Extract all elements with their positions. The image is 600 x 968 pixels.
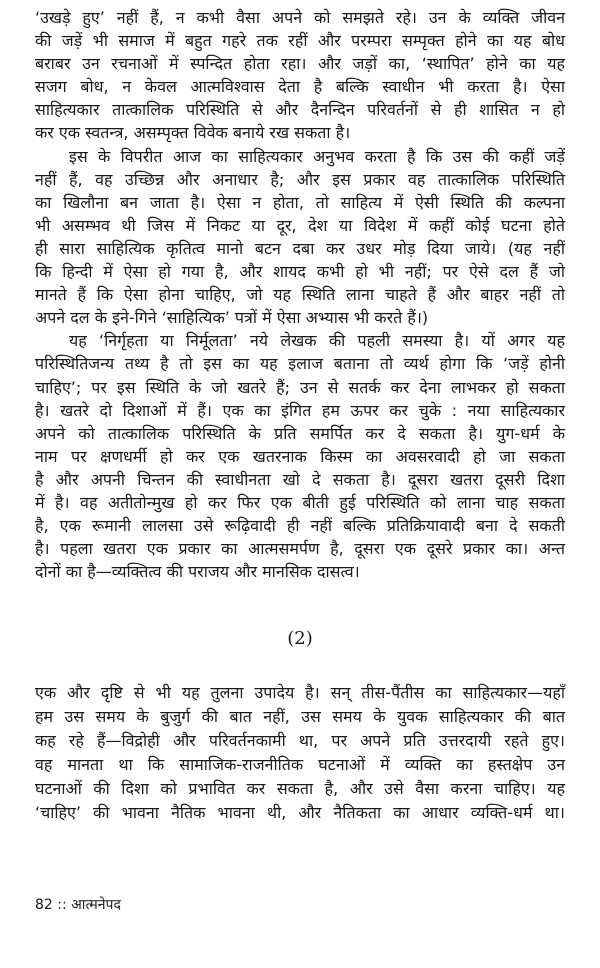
text-line: चाहिए’; पर इस स्थिति के जो खतरे हैं; उन से सतर्क कर देना लाभकर हो सकता — [35, 377, 565, 397]
text-line: है। खतरे दो दिशाओं में हैं। एक का इंगित हम ऊपर कर चुके : नया साहित्यकार — [35, 400, 565, 420]
text-line: भी असम्भव थी जिस में निकट या दूर, देश या विदेश में कहीं कोई घटना होते — [35, 215, 565, 235]
section-2-body — [35, 681, 565, 825]
text-line: का खिलौना बन जाता है। ऐसा न होता, तो साहित्य में ऐसी स्थिति की कल्पना — [35, 192, 565, 212]
text-line: कि हिन्दी में ऐसा हो गया है, और शायद कभी हो भी नहीं; पर ऐसे दल हैं जो — [35, 262, 565, 282]
paragraph-3 — [35, 329, 565, 583]
text-line: हम उस समय के बुजुर्ग की बात नहीं, उस समय के युवक साहित्यकार की बात — [35, 707, 565, 726]
text-line: अपने दल के इने-गिने ‘साहित्यिक’ पत्रों में ऐसा अभ्यास भी करते हैं।) — [35, 308, 429, 328]
section-number: (2) — [287, 628, 313, 649]
text-line: नाम पर क्षणधर्मी हो कर एक खतरनाक किस्म का अवसरवादी हो जा सकता — [35, 446, 565, 466]
text-line: की जड़ें भी समाज में बहुत गहरे तक रहीं और परम्परा सम्पृक्त होने का यह बोध — [35, 31, 565, 51]
section-1-body — [35, 6, 565, 583]
text-line: नहीं हैं, वह उच्छिन्न और अनाधार है; और इस प्रकार वह तात्कालिक परिस्थिति — [35, 169, 565, 189]
text-line: घटनाओं की दिशा को प्रभावित कर सकता है, और उसे वैसा करना चाहिए। यह — [35, 779, 565, 798]
text-line: एक और दृष्टि से भी यह तुलना उपादेय है। सन् तीस-पैंतीस का साहित्यकार—यहाँ — [35, 683, 565, 702]
text-line: सजग बोध, न केवल आत्मविश्वास देता है बल्कि स्वाधीन भी करता है। ऐसा — [35, 77, 565, 97]
text-line: ही सारा साहित्यिक कृतित्व मानो बटन दबा कर उधर मोड़ दिया जाये। (यह नहीं — [35, 238, 565, 258]
paragraph-1 — [35, 6, 565, 145]
text-line: अपने को तात्कालिक परिस्थिति के प्रति समर्पित कर दे सकता है। युग-धर्म के — [35, 423, 565, 443]
page-footer: 82 :: आत्मनेपद — [35, 897, 121, 913]
text-line: है, एक रूमानी लालसा उसे रूढ़िवादी ही नहीं बल्कि प्रतिक्रियावादी बना दे सकती — [35, 516, 565, 536]
text-line: में है। वह अतीतोन्मुख हो कर फिर एक बीती हुई परिस्थिति को लाना चाह सकता — [35, 492, 565, 512]
text-line: यह ‘निर्गृहता या निर्मूलता’ नये लेखक की पहली समस्या है। यों अगर यह — [69, 331, 565, 351]
text-line: ‘चाहिए’ की भावना नैतिक भावना थी, और नैतिकता का आधार व्यक्ति-धर्म था। — [35, 803, 565, 822]
paragraph-2 — [35, 145, 565, 330]
text-line: साहित्यकार तात्कालिक परिस्थिति से और दैनन्दिन परिवर्तनों से ही शासित न हो — [35, 100, 565, 120]
text-line: मानते हैं कि ऐसा होना चाहिए, जो यह स्थिति लाना चाहते हैं और बाहर नहीं तो — [35, 285, 565, 305]
text-line: कर एक स्वतन्त्र, असम्पृक्त विवेक बनाये रख सकता है। — [35, 123, 351, 143]
text-line: है और अपनी चिन्तन की स्वाधीनता खो दे सकता है। दूसरा खतरा दूसरी दिशा — [35, 469, 565, 489]
text-line: वह मानता था कि सामाजिक-राजनीतिक घटनाओं में व्यक्ति का हस्तक्षेप उन — [35, 755, 565, 774]
text-line: ‘उखड़े हुए’ नहीं हैं, न कभी वैसा अपने को समझते रहे। उन के व्यक्ति जीवन — [35, 8, 565, 27]
text-line: कह रहे हैं—विद्रोही और परिवर्तनकामी था, पर अपने प्रति उत्तरदायी रहते हुए। — [35, 731, 565, 750]
text-line: है। पहला खतरा एक प्रकार का आत्मसमर्पण है, दूसरा एक दूसरे प्रकार का। अन्त — [35, 539, 565, 559]
text-line: परिस्थितिजन्य तथ्य है तो इस का यह इलाज बताना तो व्यर्थ होगा कि ‘जड़ें होनी — [35, 354, 565, 374]
text-line: दोनों का है—व्यक्तित्व की पराजय और मानसिक दासत्व। — [35, 562, 360, 582]
text-line: इस के विपरीत आज का साहित्यकार अनुभव करता है कि उस की कहीं जड़ें — [69, 146, 565, 166]
text-line: बराबर उन रचनाओं में स्पन्दित होता रहा। और जड़ों का, ‘स्थापित’ होने का यह — [35, 54, 565, 74]
